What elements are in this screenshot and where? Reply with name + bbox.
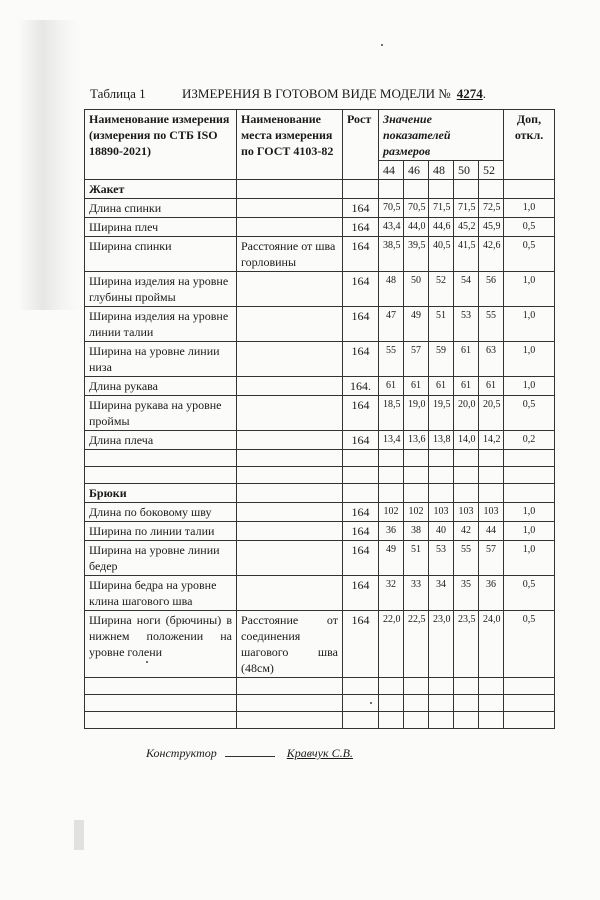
- scan-speck: [381, 44, 383, 46]
- value-cell: 57: [479, 541, 504, 576]
- measurement-place: [237, 272, 343, 307]
- measurement-name: Ширина на уровне линии низа: [85, 342, 237, 377]
- measurement-place: Расстояние от соединения шагового шва (48см): [237, 611, 343, 678]
- scan-edge-shadow: [18, 20, 80, 310]
- value-cell: 23,5: [454, 611, 479, 678]
- value-cell: 40,5: [429, 237, 454, 272]
- measurement-name: Длина спинки: [85, 199, 237, 218]
- value-cell: 44,6: [429, 218, 454, 237]
- value-cell: 61: [429, 377, 454, 396]
- table-row: [85, 218, 555, 237]
- section-row: [85, 484, 555, 503]
- measurement-name: Ширина ноги (брючины) в нижнем положении на уровне голени: [85, 611, 237, 678]
- value-cell: 34: [429, 576, 454, 611]
- value-cell: 20,0: [454, 396, 479, 431]
- table-row: [85, 396, 555, 431]
- deviation-cell: 0,5: [504, 396, 555, 431]
- measurement-place: [237, 342, 343, 377]
- value-cell: 70,5: [379, 199, 404, 218]
- deviation-cell: 0,5: [504, 218, 555, 237]
- section-title: Брюки: [85, 484, 237, 503]
- height-cell: 164: [343, 199, 379, 218]
- table-row: [85, 237, 555, 272]
- signature-line: [225, 756, 275, 757]
- value-cell: 19,0: [404, 396, 429, 431]
- value-cell: 49: [379, 541, 404, 576]
- value-cell: 13,8: [429, 431, 454, 450]
- value-cell: 42: [454, 522, 479, 541]
- value-cell: 43,4: [379, 218, 404, 237]
- value-cell: 41,5: [454, 237, 479, 272]
- value-cell: 36: [379, 522, 404, 541]
- value-cell: 39,5: [404, 237, 429, 272]
- measurement-place: Расстояние от шва горловины: [237, 237, 343, 272]
- value-cell: 38: [404, 522, 429, 541]
- measurement-place: [237, 503, 343, 522]
- value-cell: 18,5: [379, 396, 404, 431]
- col-header-values: Значение показателей размеров: [379, 110, 504, 161]
- height-cell: 164: [343, 218, 379, 237]
- value-cell: 51: [429, 307, 454, 342]
- height-cell: 164: [343, 307, 379, 342]
- measurement-place: [237, 396, 343, 431]
- measurements-table: [84, 109, 555, 729]
- value-cell: 33: [404, 576, 429, 611]
- deviation-cell: 1,0: [504, 307, 555, 342]
- value-cell: 55: [454, 541, 479, 576]
- measurement-place: [237, 307, 343, 342]
- scan-speck: [146, 661, 148, 663]
- value-cell: 71,5: [454, 199, 479, 218]
- value-cell: 70,5: [404, 199, 429, 218]
- value-cell: 55: [379, 342, 404, 377]
- col-header-name: Наименование измерения (измерения по СТБ ISO 18890-2021): [85, 110, 237, 180]
- value-cell: 52: [429, 272, 454, 307]
- value-cell: 36: [479, 576, 504, 611]
- col-header-place: Наименование места измерения по ГОСТ 4103-82: [237, 110, 343, 180]
- measurement-name: Ширина на уровне линии бедер: [85, 541, 237, 576]
- table-row: [85, 431, 555, 450]
- deviation-cell: 0,5: [504, 611, 555, 678]
- deviation-cell: 1,0: [504, 199, 555, 218]
- value-cell: 22,5: [404, 611, 429, 678]
- deviation-cell: 1,0: [504, 503, 555, 522]
- size-header: 44: [379, 161, 404, 180]
- title-suffix: .: [482, 86, 486, 101]
- value-cell: 50: [404, 272, 429, 307]
- table-label: Таблица 1: [90, 86, 146, 101]
- value-cell: 53: [429, 541, 454, 576]
- value-cell: 24,0: [479, 611, 504, 678]
- value-cell: 63: [479, 342, 504, 377]
- col-header-dev: Доп, откл.: [504, 110, 555, 180]
- measurement-place: [237, 199, 343, 218]
- col-header-height: Рост: [343, 110, 379, 180]
- table-row: [85, 377, 555, 396]
- value-cell: 57: [404, 342, 429, 377]
- value-cell: 47: [379, 307, 404, 342]
- value-cell: 54: [454, 272, 479, 307]
- measurement-name: Ширина бедра на уровне клина шагового шва: [85, 576, 237, 611]
- value-cell: 102: [404, 503, 429, 522]
- value-cell: 103: [479, 503, 504, 522]
- height-cell: 164: [343, 237, 379, 272]
- value-cell: 53: [454, 307, 479, 342]
- measurement-name: Длина рукава: [85, 377, 237, 396]
- table-row: [85, 541, 555, 576]
- measurement-place: [237, 218, 343, 237]
- deviation-cell: 0,5: [504, 237, 555, 272]
- value-cell: 61: [479, 377, 504, 396]
- height-cell: 164: [343, 342, 379, 377]
- empty-row: [85, 678, 555, 695]
- value-cell: 14,2: [479, 431, 504, 450]
- measurement-place: [237, 431, 343, 450]
- value-cell: 51: [404, 541, 429, 576]
- deviation-cell: 1,0: [504, 522, 555, 541]
- table-row: [85, 576, 555, 611]
- height-cell: 164.: [343, 377, 379, 396]
- model-number: 4274: [456, 86, 483, 101]
- height-cell: 164: [343, 431, 379, 450]
- value-cell: 103: [429, 503, 454, 522]
- empty-row: [85, 450, 555, 467]
- measurement-place: [237, 522, 343, 541]
- title-text: ИЗМЕРЕНИЯ В ГОТОВОМ ВИДЕ МОДЕЛИ №: [182, 86, 451, 101]
- value-cell: 40: [429, 522, 454, 541]
- signature-block: [146, 746, 353, 761]
- value-cell: 14,0: [454, 431, 479, 450]
- value-cell: 48: [379, 272, 404, 307]
- deviation-cell: 1,0: [504, 541, 555, 576]
- table-row: [85, 503, 555, 522]
- measurement-place: [237, 377, 343, 396]
- value-cell: 35: [454, 576, 479, 611]
- value-cell: 13,6: [404, 431, 429, 450]
- header-row: [85, 110, 555, 161]
- scan-edge-shadow-lower: [74, 820, 84, 850]
- height-cell: 164: [343, 522, 379, 541]
- height-cell: 164: [343, 576, 379, 611]
- deviation-cell: 1,0: [504, 272, 555, 307]
- measurement-name: Ширина рукава на уровне проймы: [85, 396, 237, 431]
- value-cell: 61: [454, 377, 479, 396]
- value-cell: 45,2: [454, 218, 479, 237]
- size-header: 52: [479, 161, 504, 180]
- value-cell: 13,4: [379, 431, 404, 450]
- height-cell: 164: [343, 541, 379, 576]
- value-cell: 45,9: [479, 218, 504, 237]
- height-cell: 164: [343, 396, 379, 431]
- measurement-place: [237, 576, 343, 611]
- empty-row: [85, 467, 555, 484]
- table-row: [85, 611, 555, 678]
- measurement-place: [237, 541, 343, 576]
- section-title: Жакет: [85, 180, 237, 199]
- value-cell: 49: [404, 307, 429, 342]
- value-cell: 55: [479, 307, 504, 342]
- scan-speck: [370, 702, 372, 704]
- value-cell: 103: [454, 503, 479, 522]
- value-cell: 42,6: [479, 237, 504, 272]
- value-cell: 61: [404, 377, 429, 396]
- table-row: [85, 342, 555, 377]
- height-cell: 164: [343, 503, 379, 522]
- signature-name: Кравчук С.В.: [286, 746, 353, 760]
- value-cell: 20,5: [479, 396, 504, 431]
- size-header: 50: [454, 161, 479, 180]
- empty-row: [85, 712, 555, 729]
- value-cell: 23,0: [429, 611, 454, 678]
- table-row: [85, 272, 555, 307]
- measurement-name: Ширина плеч: [85, 218, 237, 237]
- table-row: [85, 307, 555, 342]
- value-cell: 22,0: [379, 611, 404, 678]
- value-cell: 44: [479, 522, 504, 541]
- document-title: [182, 86, 486, 102]
- height-cell: 164: [343, 611, 379, 678]
- value-cell: 44,0: [404, 218, 429, 237]
- value-cell: 102: [379, 503, 404, 522]
- value-cell: 32: [379, 576, 404, 611]
- measurement-name: Ширина спинки: [85, 237, 237, 272]
- measurement-name: Длина плеча: [85, 431, 237, 450]
- value-cell: 19,5: [429, 396, 454, 431]
- section-row: [85, 180, 555, 199]
- value-cell: 71,5: [429, 199, 454, 218]
- deviation-cell: 0,2: [504, 431, 555, 450]
- measurement-name: Ширина изделия на уровне глубины проймы: [85, 272, 237, 307]
- empty-row: [85, 695, 555, 712]
- measurement-name: Ширина изделия на уровне линии талии: [85, 307, 237, 342]
- value-cell: 61: [379, 377, 404, 396]
- deviation-cell: 0,5: [504, 576, 555, 611]
- table-row: [85, 522, 555, 541]
- size-header: 46: [404, 161, 429, 180]
- height-cell: 164: [343, 272, 379, 307]
- measurement-name: Длина по боковому шву: [85, 503, 237, 522]
- signature-role: Конструктор: [146, 746, 217, 760]
- value-cell: 56: [479, 272, 504, 307]
- value-cell: 38,5: [379, 237, 404, 272]
- size-header: 48: [429, 161, 454, 180]
- deviation-cell: 1,0: [504, 377, 555, 396]
- deviation-cell: 1,0: [504, 342, 555, 377]
- value-cell: 59: [429, 342, 454, 377]
- value-cell: 61: [454, 342, 479, 377]
- table-row: [85, 199, 555, 218]
- measurement-name: Ширина по линии талии: [85, 522, 237, 541]
- value-cell: 72,5: [479, 199, 504, 218]
